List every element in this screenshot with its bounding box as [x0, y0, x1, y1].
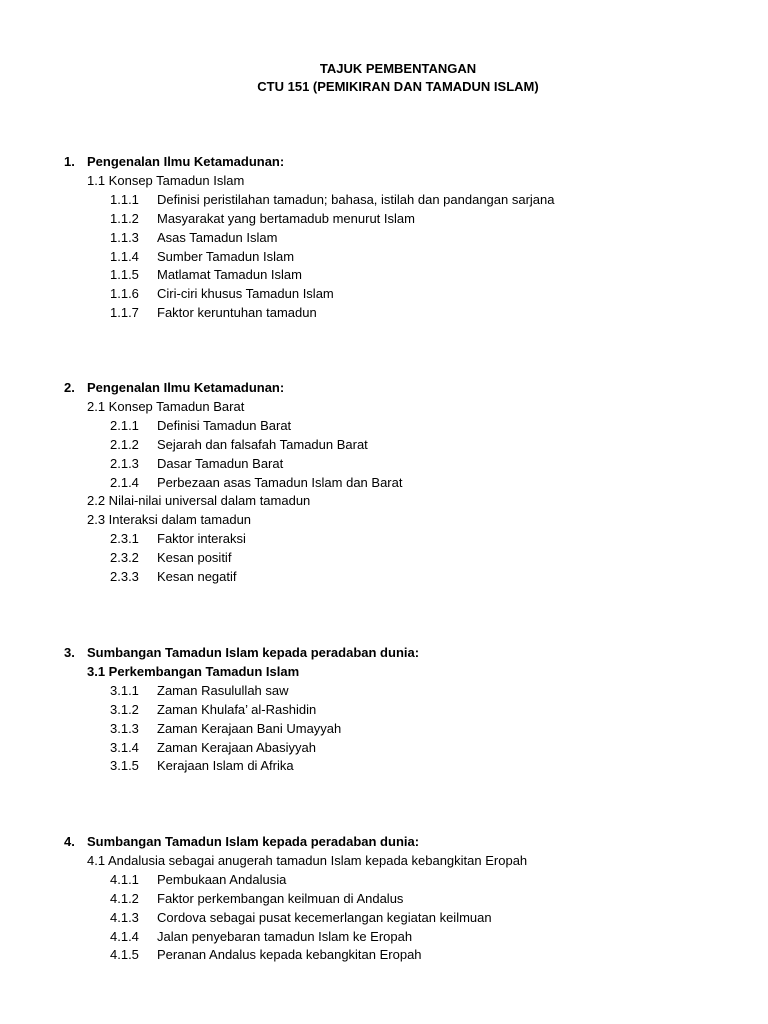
item-number: 1.1.7: [110, 305, 139, 321]
item-number: 3.1.5: [110, 758, 139, 774]
item-number: 2.1.3: [110, 455, 139, 471]
item-number: 1.1.3: [110, 229, 139, 245]
section-heading-text: Sumbangan Tamadun Islam kepada peradaban dunia:: [87, 834, 420, 849]
item-text: Kesan negatif: [157, 569, 237, 584]
subsection-heading: 3.1 Perkembangan Tamadun Islam: [87, 663, 300, 679]
list-item: [110, 683, 289, 699]
item-text: Definisi Tamadun Barat: [157, 417, 292, 433]
item-text: Faktor keruntuhan tamadun: [157, 305, 317, 321]
list-item: [110, 437, 368, 453]
item-text: Dasar Tamadun Barat: [157, 455, 284, 471]
item-number: 2.1.2: [110, 436, 139, 452]
section-heading: [64, 834, 419, 850]
list-item: [110, 947, 422, 963]
item-text: Zaman Kerajaan Abasiyyah: [157, 739, 316, 755]
item-number: 4.1.2: [110, 890, 139, 906]
list-item: [110, 249, 294, 265]
list-item: [110, 475, 402, 491]
item-text: Masyarakat yang bertamadub menurut Islam: [157, 210, 415, 226]
item-number: 3.1.4: [110, 739, 139, 755]
item-number: 3.1.1: [110, 682, 139, 698]
item-text: Pembukaan Andalusia: [157, 871, 287, 887]
item-text: Zaman Khulafa’ al-Rashidin: [157, 701, 317, 717]
item-text: Jalan penyebaran tamadun Islam ke Eropah: [157, 928, 413, 944]
item-number: 4.1.5: [110, 947, 139, 963]
item-number: 1.1.4: [110, 248, 139, 264]
section-number: 3.: [64, 645, 75, 660]
section-heading-text: Pengenalan Ilmu Ketamadunan:: [87, 380, 285, 395]
item-text: Matlamat Tamadun Islam: [157, 267, 302, 283]
subsection-heading: 2.1 Konsep Tamadun Barat: [87, 398, 245, 414]
list-item: [110, 418, 291, 434]
item-text: Cordova sebagai pusat kecemerlangan kegiatan keilmuan: [157, 909, 492, 925]
item-text: Faktor perkembangan keilmuan di Andalus: [157, 890, 404, 906]
section-number: 2.: [64, 380, 75, 395]
list-item: [110, 569, 237, 585]
item-number: 2.1.4: [110, 474, 139, 490]
list-item: [110, 230, 277, 246]
item-number: 1.1.1: [110, 191, 139, 207]
list-item: [110, 740, 316, 756]
list-item: [110, 211, 415, 227]
item-text: Perbezaan asas Tamadun Islam dan Barat: [157, 474, 403, 490]
list-item: [110, 531, 246, 547]
item-number: 1.1.2: [110, 210, 139, 226]
list-item: [110, 702, 316, 718]
section-heading: [64, 154, 284, 170]
document-subtitle: CTU 151 (PEMIKIRAN DAN TAMADUN ISLAM): [257, 79, 539, 94]
subsection-heading: 4.1 Andalusia sebagai anugerah tamadun Islam kepada kebangkitan Eropah: [87, 852, 528, 868]
section-number: 4.: [64, 834, 75, 849]
item-number: 4.1.4: [110, 928, 139, 944]
item-text: Definisi peristilahan tamadun; bahasa, istilah dan pandangan sarjana: [157, 191, 555, 207]
list-item: [110, 910, 492, 926]
section-heading-text: Sumbangan Tamadun Islam kepada peradaban dunia:: [87, 645, 420, 660]
subsection-heading: 1.1 Konsep Tamadun Islam: [87, 172, 245, 188]
list-item: [110, 872, 286, 888]
list-item: [110, 721, 341, 737]
list-item: [110, 929, 412, 945]
item-text: Sumber Tamadun Islam: [157, 248, 295, 264]
item-text: Peranan Andalus kepada kebangkitan Eropah: [157, 947, 422, 963]
list-item: [110, 305, 317, 321]
section-heading: [64, 380, 284, 396]
item-number: 4.1.3: [110, 909, 139, 925]
list-item: [110, 550, 231, 566]
item-text: Kesan positif: [157, 550, 232, 566]
section-heading: [64, 645, 419, 661]
list-item: [110, 456, 283, 472]
document-title: TAJUK PEMBENTANGAN: [319, 61, 477, 76]
item-text: Sejarah dan falsafah Tamadun Barat: [157, 436, 368, 452]
list-item: [110, 891, 403, 907]
list-item: [110, 286, 334, 302]
list-item: [110, 758, 294, 774]
list-item: [110, 192, 555, 208]
section-number: 1.: [64, 154, 75, 169]
item-text: Zaman Kerajaan Bani Umayyah: [157, 720, 342, 736]
item-number: 4.1.1: [110, 871, 139, 887]
item-number: 3.1.3: [110, 720, 139, 736]
item-number: 2.3.2: [110, 550, 139, 566]
item-text: Kerajaan Islam di Afrika: [157, 758, 294, 774]
item-number: 3.1.2: [110, 701, 139, 717]
item-text: Ciri-ciri khusus Tamadun Islam: [157, 286, 334, 302]
subsection-heading: 2.2 Nilai-nilai universal dalam tamadun: [87, 493, 311, 509]
item-number: 2.3.3: [110, 569, 139, 584]
list-item: [110, 267, 302, 283]
item-number: 2.1.1: [110, 417, 139, 433]
item-text: Zaman Rasulullah saw: [157, 682, 289, 698]
item-text: Faktor interaksi: [157, 531, 246, 547]
item-number: 2.3.1: [110, 531, 139, 547]
item-number: 1.1.5: [110, 267, 139, 283]
item-number: 1.1.6: [110, 286, 139, 302]
subsection-heading: 2.3 Interaksi dalam tamadun: [87, 512, 252, 528]
item-text: Asas Tamadun Islam: [157, 229, 278, 245]
section-heading-text: Pengenalan Ilmu Ketamadunan:: [87, 154, 285, 169]
